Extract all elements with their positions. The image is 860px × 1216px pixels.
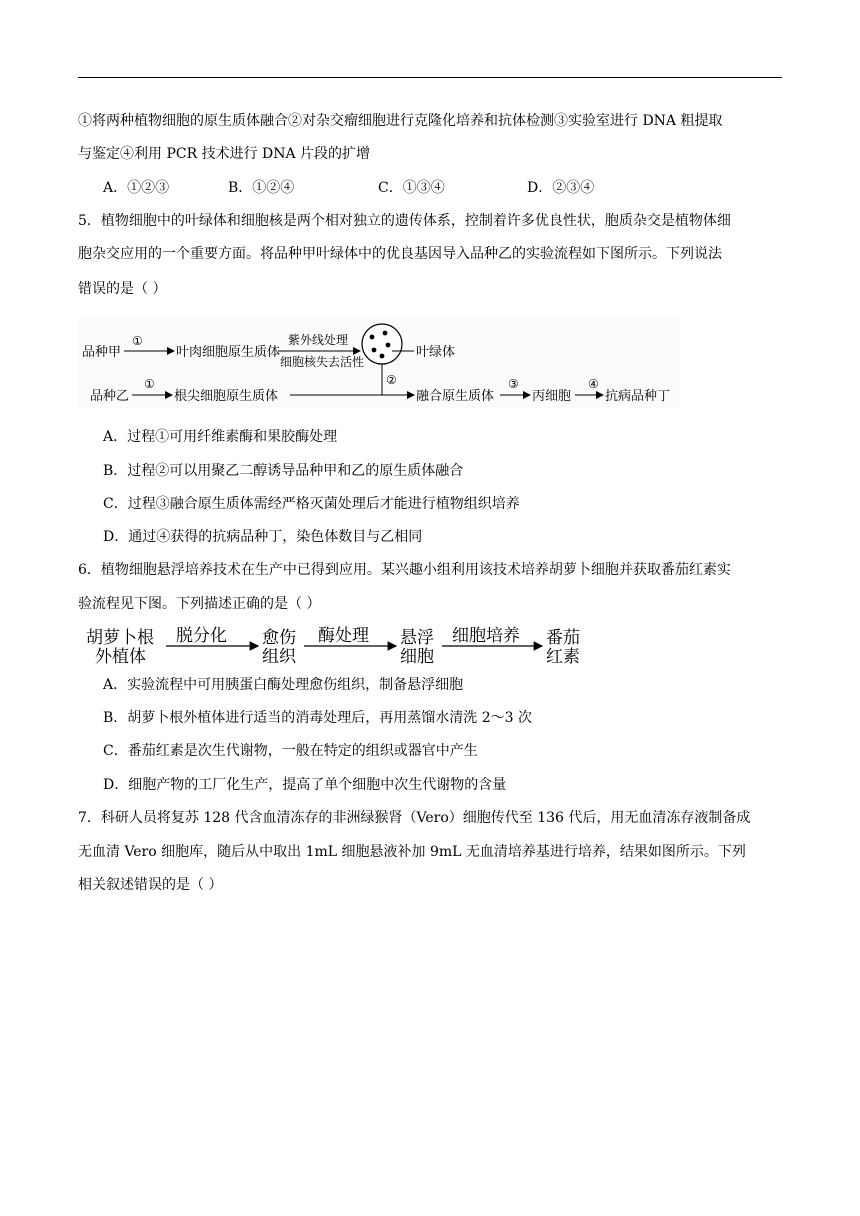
uv-treatment-label: 紫外线处理 [288, 333, 349, 347]
q4-option-c: C．①③④ [378, 180, 445, 196]
q6-stem-line-2: 验流程见下图。下列描述正确的是（ ） [78, 596, 321, 612]
dedifferentiation-label: 脱分化 [176, 626, 227, 646]
chloroplast-dot [380, 354, 385, 359]
q5-option-d: D．通过④获得的抗病品种丁，染色体数目与乙相同 [103, 529, 423, 545]
q4-option-b: B．①②④ [228, 180, 295, 196]
q4-statement-line-1: ①将两种植物细胞的原生质体融合②对杂交瘤细胞进行克隆化培养和抗体检测③实验室进行 DNA 粗提取 [78, 113, 723, 129]
explant-label-top: 胡萝卜根 [86, 628, 154, 648]
chloroplast-dot [372, 348, 377, 353]
q6-stem-line-1: 6．植物细胞悬浮培养技术在生产中已得到应用。某兴趣小组利用该技术培养胡萝卜细胞并获取番茄红素实 [78, 562, 731, 578]
q4-option-d: D．②③④ [527, 180, 595, 196]
q6-option-c: C．番茄红素是次生代谢物，一般在特定的组织或器官中产生 [103, 743, 478, 759]
q6-suspension-culture-flow [78, 624, 598, 668]
callus-label-bottom: 组织 [262, 647, 296, 667]
chloroplast-dot [386, 343, 391, 348]
q5-option-c: C．过程③融合原生质体需经严格灭菌处理后才能进行植物组织培养 [103, 496, 520, 512]
q5-stem-line-3: 错误的是（ ） [78, 281, 167, 297]
q5-stem-line-2: 胞杂交应用的一个重要方面。将品种甲叶绿体中的优良基因导入品种乙的实验流程如下图所示。下列说法 [78, 246, 722, 262]
callus-label-top: 愈伤 [262, 628, 296, 648]
cell-c-label: 丙细胞 [532, 389, 572, 404]
q4-option-a: A．①②③ [103, 180, 170, 196]
q5-protoplast-fusion-diagram [78, 318, 680, 408]
variety-b-label: 品种乙 [90, 389, 130, 404]
q7-stem-line-2: 无血清 Vero 细胞库，随后从中取出 1mL 细胞悬液补加 9mL 无血清培养基进行培养，结果如图所示。下列 [78, 844, 746, 860]
suspension-cells-label-bottom: 细胞 [400, 647, 434, 667]
step-2-label: ② [386, 373, 397, 387]
fused-protoplast-label: 融合原生质体 [416, 389, 495, 404]
q5-option-a: A．过程①可用纤维素酶和果胶酶处理 [103, 429, 338, 445]
step-1-top-label: ① [132, 334, 143, 348]
variety-d-label: 抗病品种丁 [605, 389, 671, 404]
q6-option-a: A．实验流程中可用胰蛋白酶处理愈伤组织，制备悬浮细胞 [103, 677, 464, 693]
q6-option-b: B．胡萝卜根外植体进行适当的消毒处理后，再用蒸馏水清洗 2～3 次 [103, 710, 533, 726]
chloroplast-label: 叶绿体 [416, 345, 456, 360]
step-1-bottom-label: ① [144, 377, 155, 391]
q5-stem-line-1: 5．植物细胞中的叶绿体和细胞核是两个相对独立的遗传体系，控制着许多优良性状，胞质杂交是植物体细 [78, 213, 731, 229]
chloroplast-dot [383, 331, 388, 336]
step-4-label: ④ [588, 377, 599, 391]
q4-statement-line-2: 与鉴定④利用 PCR 技术进行 DNA 片段的扩增 [78, 146, 371, 162]
suspension-cells-label-top: 悬浮 [400, 628, 434, 648]
header-rule [78, 77, 782, 78]
q7-stem-line-3: 相关叙述错误的是（ ） [78, 877, 223, 893]
cell-culture-label: 细胞培养 [452, 626, 520, 646]
nucleus-inactivated-label: 细胞核失去活性 [280, 355, 365, 369]
chloroplast-dot [370, 335, 375, 340]
q6-option-d: D．细胞产物的工厂化生产，提高了单个细胞中次生代谢物的含量 [103, 777, 507, 793]
explant-label-bottom: 外植体 [95, 647, 146, 667]
q5-option-b: B．过程②可以用聚乙二醇诱导品种甲和乙的原生质体融合 [103, 463, 464, 479]
enzyme-treatment-label: 酶处理 [318, 626, 369, 646]
lycopene-label-top: 番茄 [546, 628, 580, 648]
step-3-label: ③ [508, 377, 519, 391]
lycopene-label-bottom: 红素 [546, 647, 580, 667]
root-tip-protoplast-label: 根尖细胞原生质体 [174, 389, 279, 404]
q7-stem-line-1: 7．科研人员将复苏 128 代含血清冻存的非洲绿猴肾（Vero）细胞传代至 136 代后，用无血清冻存液制备成 [78, 810, 751, 826]
variety-a-label: 品种甲 [82, 345, 122, 360]
mesophyll-protoplast-label: 叶肉细胞原生质体 [176, 345, 281, 360]
